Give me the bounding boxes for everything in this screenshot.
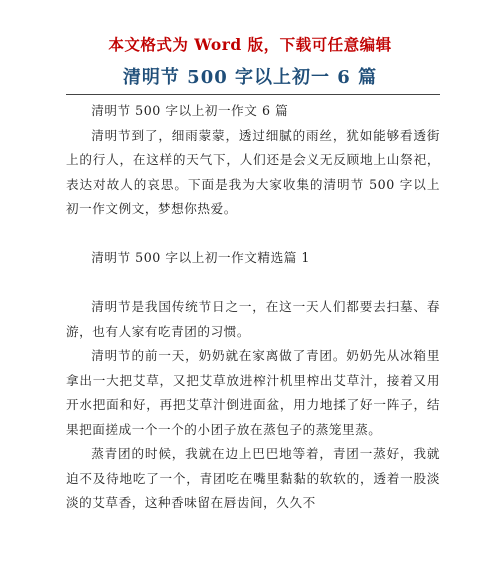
paragraph-2: 清明节的前一天，奶奶就在家离做了青团。奶奶先从冰箱里拿出一大把艾草，又把艾草放进榨汁机里榨出艾草汁，接着又用开水把面和好，再把艾草汁倒进面盆，用力地揉了好一阵子，结果把面搓成一个一个的小团子放在蒸包子的蒸笼里蒸。: [66, 348, 440, 437]
title-divider: [66, 94, 440, 95]
document-title: 清明节 500 字以上初一 6 篇: [122, 67, 378, 88]
section-heading: 清明节 500 字以上初一作文精选篇 1: [91, 250, 310, 265]
paragraph-1: 清明节是我国传统节日之一，在这一天人们都要去扫墓、春游，也有人家有吃青团的习惯。: [66, 299, 440, 339]
document-body: [66, 99, 440, 516]
paragraph-3: 蒸青团的时候，我就在边上巴巴地等着，青团一蒸好，我就迫不及待地吃了一个，青团吃在嘴里黏黏的软软的，透着一股淡淡的艾草香，这种香味留在唇齿间，久久不: [66, 446, 440, 510]
intro-paragraph: 清明节到了，细雨蒙蒙，透过细腻的雨丝，犹如能够看透街上的行人，在这样的天气下，人们还是会义无反顾地上山祭祀，表达对故人的哀思。下面是我为大家收集的清明节 500 字以上初一作文例文，梦想你热爱。: [66, 127, 440, 216]
blank-line: [66, 271, 440, 296]
blank-line: [66, 222, 440, 247]
article-subtitle: 清明节 500 字以上初一作文 6 篇: [91, 103, 289, 118]
format-banner: 本文格式为 Word 版，下载可任意编辑: [108, 35, 392, 54]
